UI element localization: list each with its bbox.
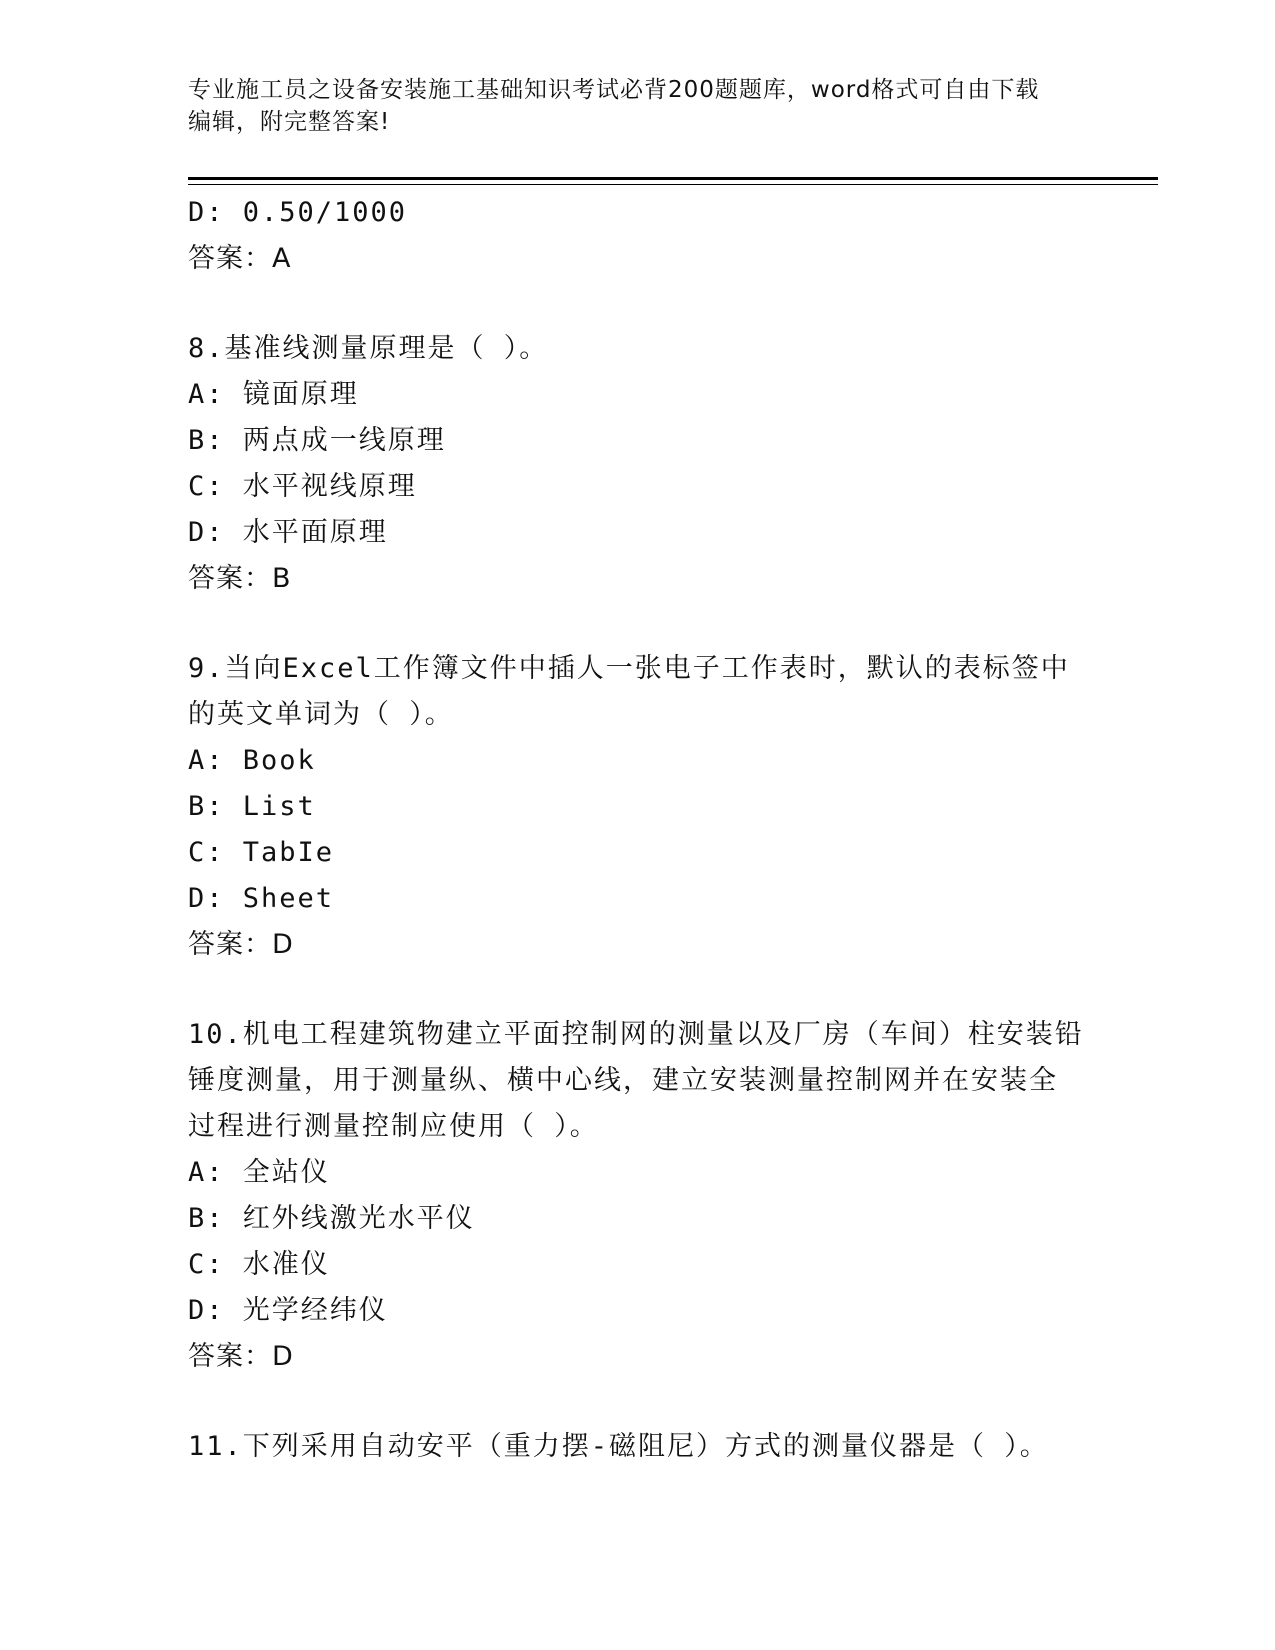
document-header: [188, 74, 1068, 138]
option-b: B: 红外线激光水平仪: [188, 1203, 475, 1234]
header-line-2: 编辑，附完整答案!: [188, 109, 391, 135]
option-d: D: 光学经纬仪: [188, 1295, 388, 1326]
question-10: [188, 1012, 1088, 1380]
option-d: D: 0.50/1000: [188, 197, 408, 228]
question-8: [188, 326, 1088, 602]
question-9: [188, 646, 1088, 968]
option-a: A: 镜面原理: [188, 379, 359, 410]
option-b: B: 两点成一线原理: [188, 425, 446, 456]
header-line-1: 专业施工员之设备安装施工基础知识考试必背200题题库，word格式可自由下载: [188, 77, 1040, 103]
question-11: [188, 1424, 1088, 1470]
question-7: [188, 190, 1088, 282]
option-d: D: Sheet: [188, 883, 335, 914]
header-divider-thin: [188, 184, 1158, 185]
option-b: B: List: [188, 791, 316, 822]
question-stem-line-1: 9.当向Excel工作簿文件中插人一张电子工作表时，默认的表标签中: [188, 653, 1070, 684]
option-a: A: Book: [188, 745, 316, 776]
answer: 答案：B: [188, 563, 292, 594]
question-stem-line-1: 10.机电工程建筑物建立平面控制网的测量以及厂房（车间）柱安装铅: [188, 1019, 1084, 1050]
option-c: C: TabIe: [188, 837, 335, 868]
question-stem: 8.基准线测量原理是（ ）。: [188, 333, 549, 364]
document-body: [188, 190, 1088, 1470]
answer: 答案：D: [188, 929, 294, 960]
option-a: A: 全站仪: [188, 1157, 330, 1188]
option-c: C: 水准仪: [188, 1249, 330, 1280]
question-stem-line-3: 过程进行测量控制应使用（ ）。: [188, 1111, 599, 1142]
answer: 答案：D: [188, 1341, 294, 1372]
option-d: D: 水平面原理: [188, 517, 388, 548]
question-stem-line-2: 的英文单词为（ ）。: [188, 699, 454, 730]
option-c: C: 水平视线原理: [188, 471, 417, 502]
header-divider-thick: [188, 177, 1158, 180]
question-stem-line-2: 锤度测量，用于测量纵、横中心线，建立安装测量控制网并在安装全: [188, 1065, 1058, 1096]
question-stem: 11.下列采用自动安平（重力摆-磁阻尼）方式的测量仪器是（ ）。: [188, 1431, 1049, 1462]
answer: 答案：A: [188, 243, 292, 274]
